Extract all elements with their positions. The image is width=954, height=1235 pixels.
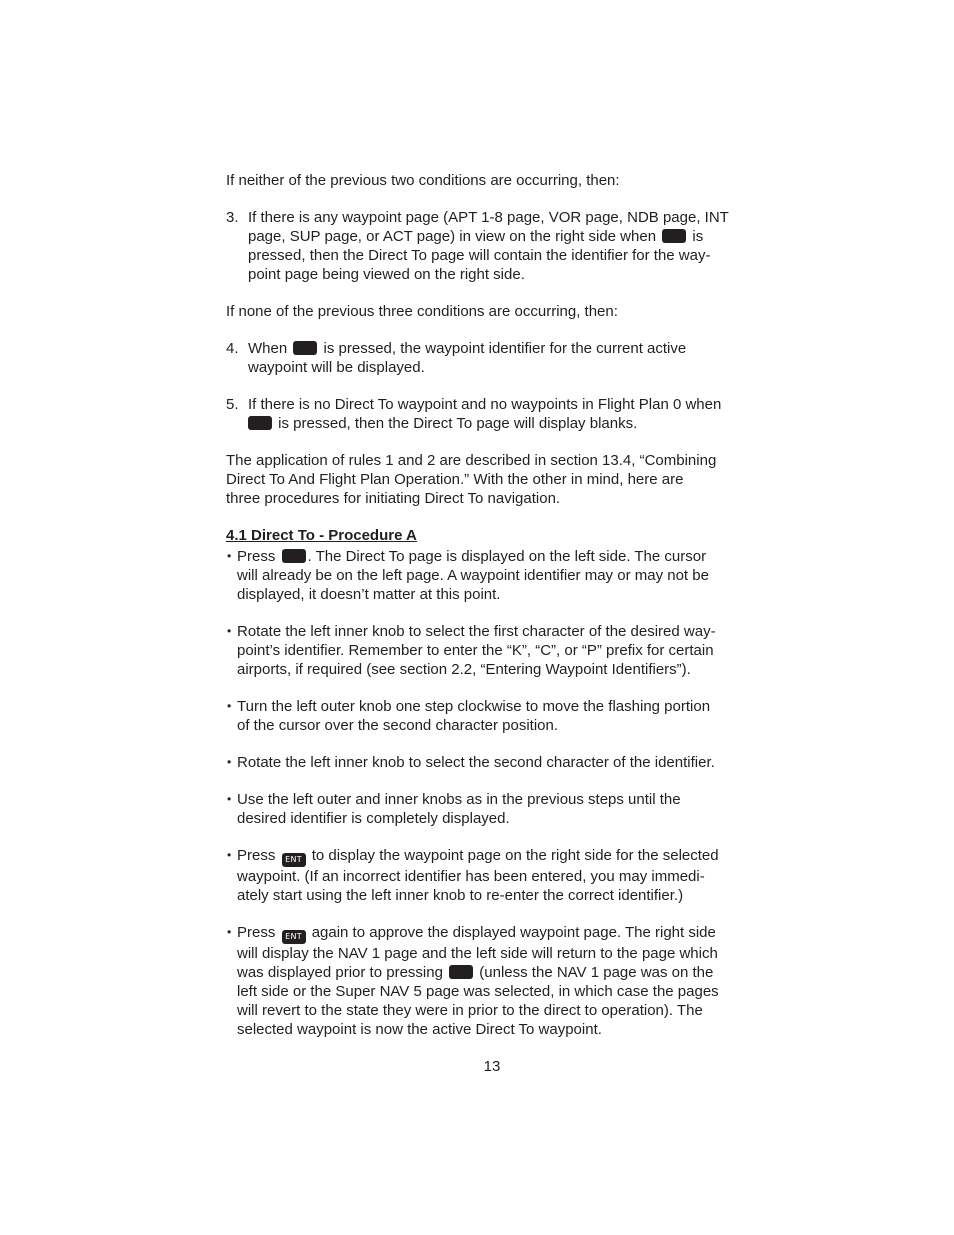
bullet-text: Use the left outer and inner knobs as in the previous steps until the desired identifier is completely displayed. [237,791,681,827]
item-text: When is pressed, the waypoint identifier for the current active waypoint will be displayed. [248,340,687,376]
page-number: 13 [483,1058,501,1075]
ent-key-icon: ENT [282,853,306,867]
bullet-step-5 [226,790,741,828]
bullet-text: Turn the left outer knob one step clockwise to move the flashing portion of the cursor over the second character position. [237,698,711,734]
bullet-text: Press . The Direct To page is displayed on the left side. The cursor will already be on the left page. A waypoint identifier may or may not be displayed, it doesn’t matter at this point. [237,548,709,603]
bullet-text: Press ENT to display the waypoint page on the right side for the selected waypoint. (If an incorrect identifier has been entered, you may immedi- ately start using the left inner knob to re-enter the correct identifier.) [237,847,719,904]
intro-paragraph-2: If none of the previous three conditions are occurring, then: [226,303,618,320]
direct-to-key-icon [449,965,473,979]
item-text: If there is no Direct To waypoint and no waypoints in Flight Plan 0 when is pressed, then the Direct To page will display blanks. [248,396,722,432]
bullet-marker: • [227,848,232,862]
numbered-item-5 [226,395,741,433]
bullet-marker: • [227,549,232,563]
item-number: 5. [226,396,239,413]
bullet-text: Rotate the left inner knob to select the second character of the identifier. [237,754,715,771]
bullet-text: Press ENT again to approve the displayed waypoint page. The right side will display the NAV 1 page and the left side will return to the page which was displayed prior to pressing (unless the NAV 1 page was on the left side or the Super NAV 5 page was selected, in which case the pages will revert to the state they were in prior to the direct to operation). The selected waypoint is now the active Direct To waypoint. [237,924,719,1038]
numbered-item-4 [226,339,741,377]
bullet-step-2 [226,622,741,679]
bullet-marker: • [227,925,232,939]
bullet-marker: • [227,624,232,638]
bullet-step-1 [226,547,741,604]
bullet-step-6 [226,846,741,905]
item-number: 4. [226,340,239,357]
bullet-marker: • [227,699,232,713]
application-paragraph: The application of rules 1 and 2 are described in section 13.4, “Combining Direct To And Flight Plan Operation.” With the other in mind, here are three procedures for initiating Direct To navigation. [226,452,717,507]
direct-to-key-icon [248,416,272,430]
bullet-text: Rotate the left inner knob to select the first character of the desired way- point’s identifier. Remember to enter the “K”, “C”, or “P” prefix for certain airports, if required (see section 2.2, “Entering Waypoint Identifiers”). [237,623,716,678]
intro-paragraph-1: If neither of the previous two conditions are occurring, then: [226,172,620,189]
direct-to-key-icon [662,229,686,243]
bullet-marker: • [227,755,232,769]
section-heading: 4.1 Direct To - Procedure A [226,527,417,544]
numbered-item-3 [226,208,741,284]
bullet-marker: • [227,792,232,806]
bullet-step-3 [226,697,741,735]
item-number: 3. [226,209,239,226]
item-text: If there is any waypoint page (APT 1-8 page, VOR page, NDB page, INT page, SUP page, or ACT page) in view on the right side when is pressed, then the Direct To page will contain the identifier for the way- point page being viewed on the right side. [248,209,729,283]
direct-to-key-icon [282,549,306,563]
bullet-step-4 [226,753,741,772]
direct-to-key-icon [293,341,317,355]
bullet-step-7 [226,923,741,1039]
ent-key-icon: ENT [282,930,306,944]
manual-page-body [226,171,741,1057]
